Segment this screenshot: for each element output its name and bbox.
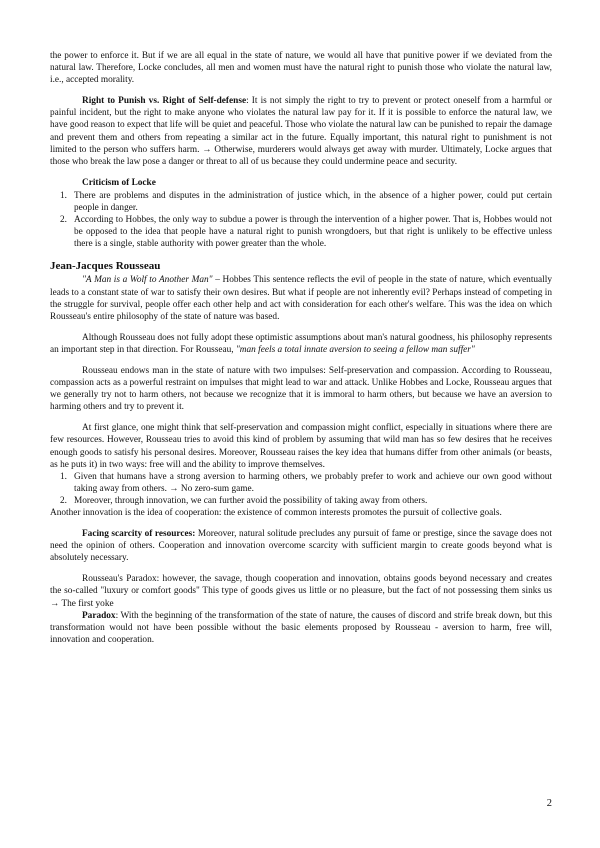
- intro-paragraph: the power to enforce it. But if we are all equal in the state of nature, we would all have that punitive power if we deviated from the natural law. Therefore, Locke concludes, all men and women must have the natural right to punish those who violate the natural law, i.e., accepted morality.: [50, 51, 552, 86]
- list-number: 2.: [60, 495, 67, 506]
- list-number: 2.: [60, 215, 67, 226]
- scarcity-text: Moreover, natural solitude precludes any pursuit of fame or prestige, since the savage does not need the opinion of others. Cooperation and innovation overcome scarcity with sufficient margin to create goods beyond what is absolutely necessary.: [50, 529, 552, 564]
- wolf-paragraph: [50, 274, 552, 322]
- list-item-text: According to Hobbes, the only way to subdue a power is through the intervention of a higher power. That is, Hobbes would not be opposed to the idea that people have a natural right to punish wrongdoers, but that right is unlikely to be effective unless there is a single, stable authority with power greater than the whole.: [74, 215, 552, 250]
- paradox-intro-paragraph: Rousseau's Paradox: however, the savage, though cooperation and innovation, obtains goods beyond necessary and creates the so-called "luxury or comfort goods" This type of goods gives us little or no pleasure, but the fact of not possessing them sinks us → The first yoke: [50, 574, 552, 609]
- aversion-quote: "man feels a total innate aversion to seeing a fellow man suffer": [235, 344, 475, 355]
- paradox-paragraph: [50, 610, 552, 646]
- list-item: [50, 214, 552, 250]
- impulses-paragraph: Rousseau endows man in the state of nature with two impulses: Self-preservation and compassion. According to Rousseau, compassion acts as a powerful restraint on impulses that might lead to war and attack. Unlike Hobbes and Locke, Rousseau argues that we generally try not to harm others, not because we recognize that it is immoral to harm others, but because we have an aversion to harming others and try to prevent it.: [50, 365, 552, 413]
- self-preservation-paragraph: At first glance, one might think that self-preservation and compassion might conflict, especially in situations where there are few resources. However, Rousseau tries to avoid this kind of problem by assuming that wild man has so few desires that he receives enough goods to satisfy his personal desires. Moreover, Rousseau raises the key idea that humans differ from other animals (or beasts, as he puts it) in two ways: free will and the ability to improve themselves.: [50, 423, 552, 470]
- list-item-text: Given that humans have a strong aversion to harming others, we probably prefer to work and achieve our own good without taking away from others. → No zero-sum game.: [74, 471, 552, 494]
- page-content: [50, 50, 552, 646]
- right-to-punish-heading: Right to Punish vs. Right of Self-defense: [82, 96, 247, 107]
- list-item: [50, 471, 552, 495]
- paradox-text: : With the beginning of the transformation of the state of nature, the causes of discord and strife break down, but this transformation would not have been possible without the basic elements proposed by Rousseau - aversion to harm, free will, innovation and cooperation.: [50, 610, 552, 645]
- right-to-punish-text: : It is not simply the right to try to prevent or protect oneself from a harmful or painful incident, but the right to make anyone who violates the natural law pay for it. If it is possible to enforce the natural law, we have good reason to expect that life will be quiet and peaceful. Those who violate the natural law can be punished to repair the damage and prevent them and others from repeating a similar act in the future. Equally important, this natural right to punishment is not limited to the person who suffers harm. → Otherwise, murderers would always get away with murder. Ultimately, Locke argues that those who break the law pose a danger or threat to all of us because they could undermine peace and security.: [50, 96, 552, 167]
- scarcity-paragraph: [50, 528, 552, 564]
- list-item-text: Moreover, through innovation, we can further avoid the possibility of taking away from others.: [74, 495, 428, 506]
- optimism-paragraph: [50, 332, 552, 356]
- criticism-list: [50, 190, 552, 250]
- rousseau-list: [50, 471, 552, 507]
- wolf-text: – Hobbes This sentence reflects the evil of people in the state of nature, which eventually leads to a constant state of war to satisfy their own desires. But what if people are not inherently evil? Perhaps instead of competing in the struggle for survival, people offer each other help and act with consideration for each other's welfare. This was the idea on which Rousseau's entire philosophy of the state of nature was based.: [50, 275, 552, 322]
- list-item: [50, 190, 552, 214]
- list-number: 1.: [60, 190, 67, 201]
- page-number: 2: [546, 798, 552, 809]
- wolf-quote: "A Man is a Wolf to Another Man": [82, 275, 213, 286]
- paradox-heading: Paradox: [82, 610, 116, 621]
- section-heading-rousseau: Jean-Jacques Rousseau: [50, 260, 161, 273]
- scarcity-heading: Facing scarcity of resources:: [82, 529, 196, 540]
- list-item: [50, 495, 552, 507]
- criticism-heading: Criticism of Locke: [82, 177, 156, 188]
- optimism-text: Although Rousseau does not fully adopt these optimistic assumptions about man's natural goodness, his philosophy represents an important step in that direction. For Rousseau,: [50, 332, 552, 355]
- cooperation-paragraph: Another innovation is the idea of cooperation: the existence of common interests promotes the pursuit of collective goals.: [50, 508, 502, 518]
- right-to-punish-paragraph: [50, 95, 552, 168]
- list-number: 1.: [60, 471, 67, 482]
- list-item-text: There are problems and disputes in the administration of justice which, in the absence of a higher power, could put certain people in danger.: [74, 190, 552, 214]
